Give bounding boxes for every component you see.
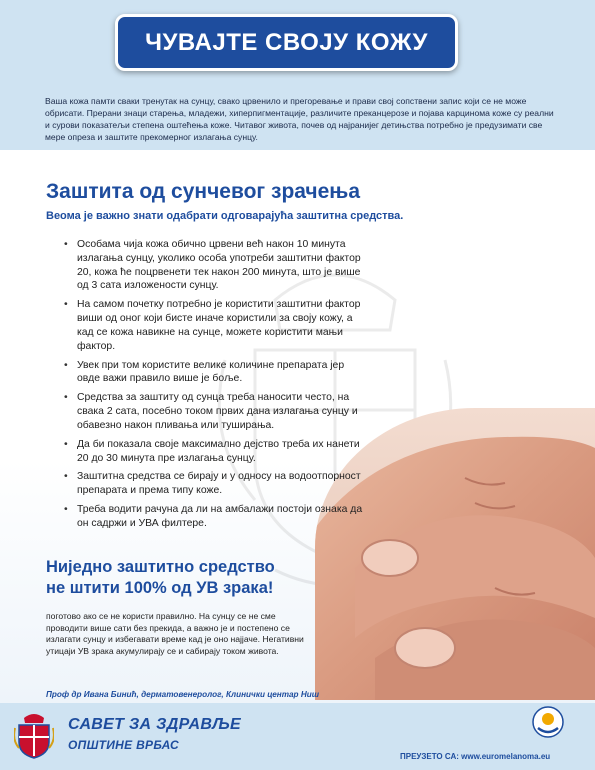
list-item: • Средства за заштиту од сунца треба наносити често, на свака 2 сата, посебно током првих дана излагања сунцу и обавезно након пливања или туширања. — [64, 391, 364, 432]
page-title: ЧУВАЈТЕ СВОЈУ КОЖУ — [145, 28, 428, 56]
euromelanoma-logo-icon — [532, 706, 564, 738]
list-item: • Заштитна средства се бирају и у односу на водоотпорност препарата и према типу коже. — [64, 470, 364, 498]
municipality-coat-of-arms-icon — [14, 710, 54, 760]
list-item: • Увек при том користите велике количине препарата јер овде важи правило више је боље. — [64, 359, 364, 387]
author-credit: Проф др Ивана Бинић, дерматовенеролог, Клинички центар Ниш — [46, 690, 320, 699]
warning-title-line-1: Ниједно заштитно средство — [46, 558, 275, 576]
footer-subtitle: ОПШТИНЕ ВРБАС — [68, 738, 180, 752]
warning-text: поготово ако се не користи правилно. На сунцу се не сме проводити више сати без прекида, а важно је и постепено се излагати сунцу и избегавати време кад је оно најјаче. Негативни утицаји УВ зрака акумулирају се и сабирају током живота. — [46, 611, 304, 656]
list-item: • На самом почетку потребно је користити заштитни фактор виши од оног који бисте иначе користили за своју кожу, а кад се кожа навикне на сунце, можете користити мањи фактор. — [64, 298, 364, 353]
section-subtitle: Веома је важно знати одабрати одговарајућа заштитна средства. — [46, 210, 404, 222]
tips-list — [64, 238, 364, 536]
source-credit: ПРЕУЗЕТО СА: www.euromelanoma.eu — [400, 752, 551, 761]
list-item: • Да би показала своје максимално дејство треба их нанети 20 до 30 минута пре излагања сунцу. — [64, 438, 364, 466]
section-title: Заштита од сунчевог зрачења — [46, 180, 361, 203]
intro-paragraph: Ваша кожа памти сваки тренутак на сунцу, свако црвенило и прегоревање и прави свој сопствени запис који се не може обрисати. Прерани знаци старења, младежи, хиперпигментације, различите преканцерозе и појава карцинома коже су реални и сурови показатељи степена оштећења коже. Читавог живота, почев од најранијег детињства потребно је предузимати све мере опреза и заштите прекомерног излагања сунцу. — [45, 96, 554, 142]
list-item: • Особама чија кожа обично црвени већ након 10 минута излагања сунцу, уколико особа употреби заштитни фактор 20, кожа ће поцрвенети тек након 200 минута, што је више од 3 сата изложености сунцу. — [64, 238, 364, 293]
footer-title: САВЕТ ЗА ЗДРАВЉЕ — [68, 716, 242, 733]
page-title-box — [115, 14, 458, 71]
warning-title-line-2: не штити 100% од УВ зрака! — [46, 579, 274, 598]
list-item: • Треба водити рачуна да ли на амбалажи постоји ознака да он садржи и УВА филтере. — [64, 503, 364, 531]
warning-title — [46, 557, 326, 599]
